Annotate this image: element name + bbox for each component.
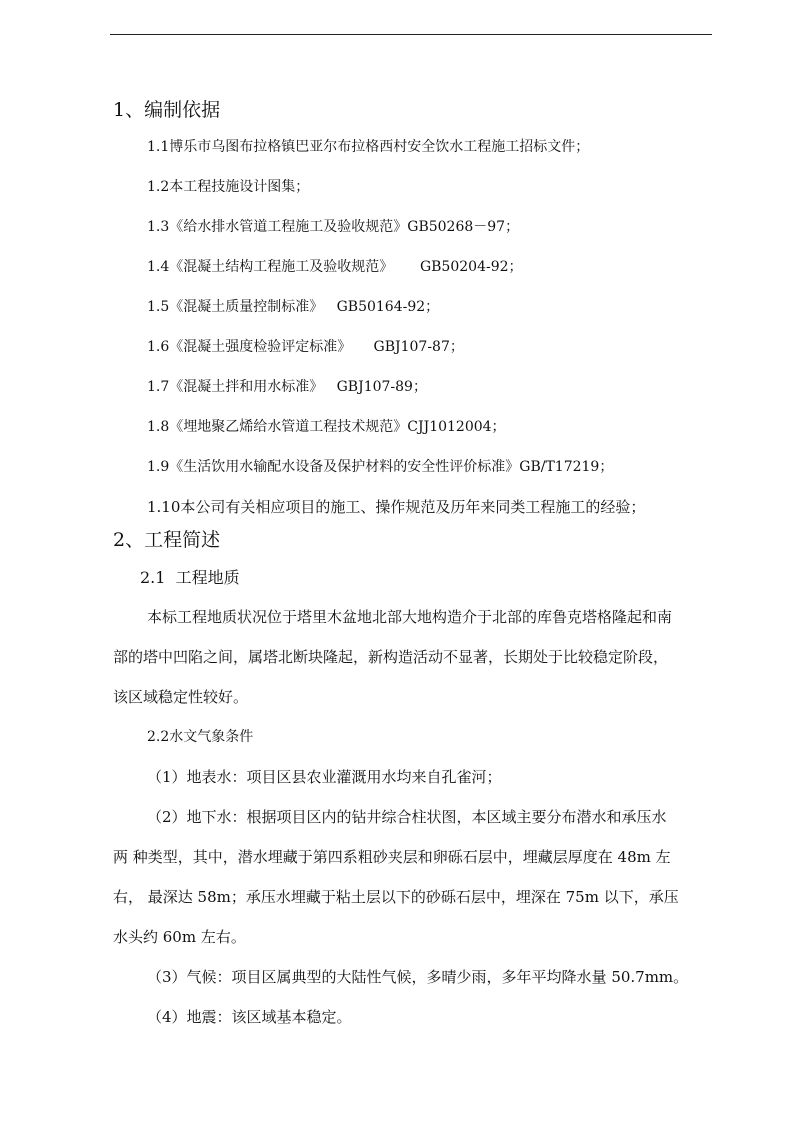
reference-item-1-5: 1.5《混凝土质量控制标准》 GB50164-92；: [147, 299, 440, 315]
surface-water-paragraph: （1）地表水：项目区县农业灌溉用水均来自孔雀河；: [147, 768, 502, 786]
groundwater-paragraph-line-1: （2）地下水：根据项目区内的钻井综合柱状图，本区域主要分布潜水和承压水: [147, 808, 667, 826]
reference-item-1-8: 1.8《埋地聚乙烯给水管道工程技术规范》CJJ1012004；: [147, 419, 506, 435]
geology-paragraph-line-1: 本标工程地质状况位于塔里木盆地北部大地构造介于北部的库鲁克塔格隆起和南: [147, 608, 673, 626]
reference-item-1-7: 1.7《混凝土拌和用水标准》 GBJ107-89；: [147, 379, 427, 395]
reference-item-1-2: 1.2本工程技施设计图集；: [147, 179, 310, 195]
groundwater-paragraph-line-4: 水头约 60m 左右。: [113, 928, 246, 946]
reference-item-1-10: 1.10本公司有关相应项目的施工、操作规范及历年来同类工程施工的经验；: [147, 498, 646, 516]
reference-item-1-3: 1.3《给水排水管道工程施工及验收规范》GB50268－97；: [147, 219, 520, 235]
earthquake-paragraph: （4）地震：该区域基本稳定。: [147, 1008, 352, 1026]
reference-item-1-4: 1.4《混凝土结构工程施工及验收规范》 GB50204-92；: [147, 259, 523, 275]
section-2-heading: 2、工程简述: [113, 529, 221, 551]
section-1-heading: 1、编制依据: [113, 99, 221, 121]
climate-paragraph: （3）气候：项目区属典型的大陆性气候，多晴少雨，多年平均降水量 50.7mm。: [147, 968, 689, 986]
groundwater-paragraph-line-3: 右， 最深达 58m；承压水埋藏于粘土层以下的砂砾石层中，埋深在 75m 以下，承压: [113, 888, 679, 906]
geology-paragraph-line-2: 部的塔中凹陷之间，属塔北断块隆起，新构造活动不显著，长期处于比较稳定阶段，: [113, 648, 669, 666]
header-rule: [110, 34, 712, 35]
reference-item-1-6: 1.6《混凝土强度检验评定标准》 GBJ107-87；: [147, 339, 464, 355]
geology-paragraph-line-3: 该区域稳定性较好。: [113, 688, 249, 706]
subsection-2-1-heading: 2.1 工程地质: [140, 568, 240, 587]
subsection-2-2-heading: 2.2水文气象条件: [147, 729, 254, 745]
reference-item-1-1: 1.1博乐市乌图布拉格镇巴亚尔布拉格西村安全饮水工程施工招标文件；: [147, 139, 590, 155]
reference-item-1-9: 1.9《生活饮用水输配水设备及保护材料的安全性评价标准》GB/T17219；: [147, 459, 614, 475]
groundwater-paragraph-line-2: 两 种类型，其中，潜水埋藏于第四系粗砂夹层和卵砾石层中，埋藏层厚度在 48m 左: [113, 848, 671, 866]
